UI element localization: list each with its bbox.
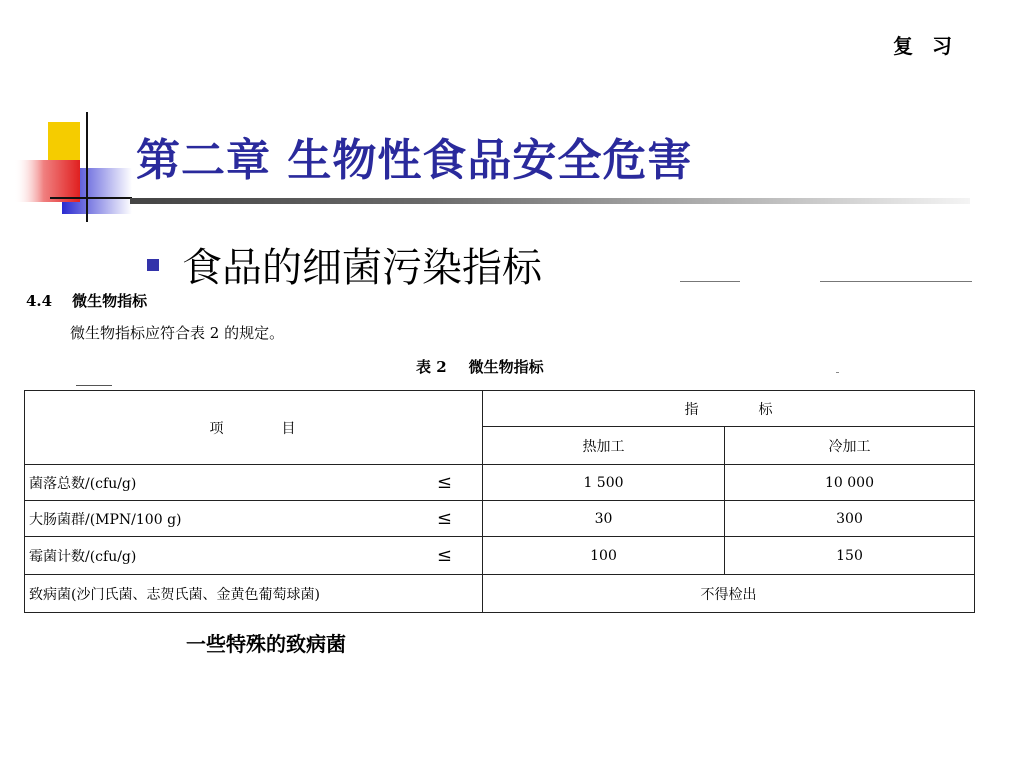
header-indicator-text: 标	[758, 401, 773, 418]
item-cell	[25, 537, 483, 575]
divider-line	[820, 281, 972, 282]
cold-value: 300	[725, 501, 975, 537]
item-cell	[25, 501, 483, 537]
cold-value: 10 000	[725, 465, 975, 501]
divider-line	[680, 281, 740, 282]
title-decoration-graphic	[0, 110, 140, 230]
header-hot-processing: 热加工	[483, 427, 725, 465]
hot-value: 100	[483, 537, 725, 575]
table-caption-label: 表 2	[416, 358, 447, 376]
item-label: 大肠菌群/(MPN/100 g)	[29, 511, 182, 528]
item-label: 霉菌计数/(cfu/g)	[29, 548, 137, 565]
header-item-cell	[25, 391, 483, 465]
bullet-marker	[147, 259, 159, 271]
table-row	[25, 575, 975, 613]
section-heading	[26, 290, 147, 311]
divider-line	[76, 385, 112, 386]
header-indicator-cell	[483, 391, 975, 427]
table-row	[25, 537, 975, 575]
pathogen-label: 致病菌(沙门氏菌、志贺氏菌、金黄色葡萄球菌)	[25, 575, 483, 613]
table-caption-text: 微生物指标	[468, 358, 544, 376]
header-indicator-text: 指	[684, 401, 699, 418]
cold-value: 150	[725, 537, 975, 575]
section-number: 4.4	[26, 292, 53, 310]
section-title: 微生物指标	[72, 292, 148, 310]
table-caption	[416, 356, 544, 377]
operator-label: ≤	[436, 545, 452, 566]
review-label: 复 习	[893, 34, 958, 58]
item-cell	[25, 465, 483, 501]
table-row	[25, 501, 975, 537]
special-pathogens-note: 一些特殊的致病菌	[186, 632, 346, 656]
microbial-indicator-table	[24, 390, 975, 613]
divider-line	[836, 372, 839, 373]
hot-value: 1 500	[483, 465, 725, 501]
bullet-text: 食品的细菌污染指标	[182, 245, 542, 291]
section-description: 微生物指标应符合表 2 的规定。	[70, 324, 285, 342]
operator-label: ≤	[436, 472, 452, 493]
operator-label: ≤	[436, 508, 452, 529]
header-item-text: 目	[281, 420, 298, 437]
hot-value: 30	[483, 501, 725, 537]
title-underline	[130, 198, 970, 204]
item-label: 菌落总数/(cfu/g)	[29, 475, 137, 492]
pathogen-value: 不得检出	[483, 575, 975, 613]
slide-title: 第二章 生物性食品安全危害	[136, 135, 693, 186]
header-cold-processing: 冷加工	[725, 427, 975, 465]
header-item-text: 项	[209, 420, 226, 437]
table-row	[25, 465, 975, 501]
